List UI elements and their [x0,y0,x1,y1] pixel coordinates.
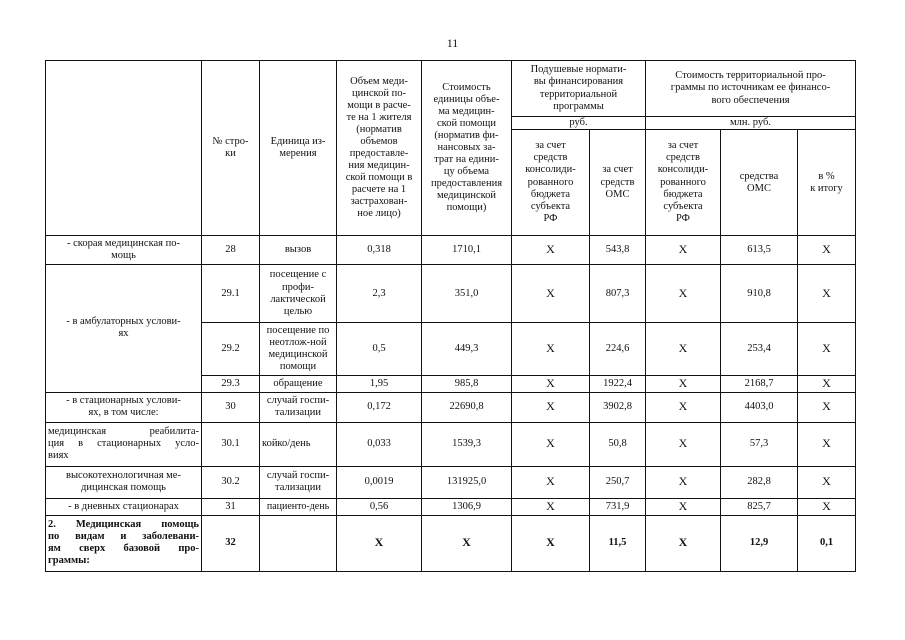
row-cost: X [422,515,512,571]
header-sub-budget-2: за счет средств консолиди- рованного бюджета субъекта РФ [646,130,721,236]
row-program-pct: X [798,392,856,422]
header-program-cost: Стоимость территориальной про- граммы по источникам ее финансо- вого обеспечения [646,61,856,117]
row-unit: вызов [260,236,337,265]
row-program-budget: X [646,466,721,498]
header-unit-rub: руб. [512,117,646,130]
row-number: 28 [202,236,260,265]
row-program-oms: 12,9 [721,515,798,571]
row-program-pct: 0,1 [798,515,856,571]
row-program-oms: 825,7 [721,498,798,515]
row-cost: 131925,0 [422,466,512,498]
row-name: - в дневных стационарах [46,498,202,515]
header-percapita: Подушевые нормати- вы финансирования территориальной программы [512,61,646,117]
header-sub-oms: за счет средств ОМС [590,130,646,236]
row-program-budget: X [646,323,721,376]
row-program-pct: X [798,498,856,515]
header-unit-mln-rub: млн. руб. [646,117,856,130]
row-percapita-budget: X [512,323,590,376]
row-percapita-budget: X [512,265,590,323]
header-sub-budget: за счет средств консолиди- рованного бюджета субъекта РФ [512,130,590,236]
row-program-budget: X [646,376,721,393]
row-number: 29.1 [202,265,260,323]
row-percapita-oms: 250,7 [590,466,646,498]
row-number: 29.2 [202,323,260,376]
row-number: 30.2 [202,466,260,498]
row-percapita-oms: 731,9 [590,498,646,515]
row-name: медицинская реабилита- ция в стационарных усло- виях [46,422,202,466]
row-cost: 351,0 [422,265,512,323]
row-number: 29.3 [202,376,260,393]
row-program-pct: X [798,376,856,393]
row-program-pct: X [798,422,856,466]
row-unit: случай госпи- тализации [260,466,337,498]
row-cost: 985,8 [422,376,512,393]
row-percapita-oms: 50,8 [590,422,646,466]
row-percapita-budget: X [512,392,590,422]
row-volume: 0,172 [337,392,422,422]
row-name: - в амбулаторных услови- ях [46,265,202,393]
table-row [46,515,856,571]
row-program-pct: X [798,265,856,323]
row-name: высокотехнологичная ме- дицинская помощь [46,466,202,498]
row-program-pct: X [798,466,856,498]
row-volume: 0,033 [337,422,422,466]
row-unit: обращение [260,376,337,393]
row-percapita-oms: 543,8 [590,236,646,265]
row-number: 31 [202,498,260,515]
row-program-budget: X [646,422,721,466]
row-program-budget: X [646,392,721,422]
row-volume: X [337,515,422,571]
row-cost: 1539,3 [422,422,512,466]
row-name: - в стационарных услови- ях, в том числе: [46,392,202,422]
header-cost: Стоимость единицы объе- ма медицин- ской помощи (норматив фи- нансовых за- трат на едини- цу объема предоставления медицинской помощи) [422,61,512,236]
row-program-oms: 57,3 [721,422,798,466]
row-program-oms: 282,8 [721,466,798,498]
row-unit: пациенто-день [260,498,337,515]
row-volume: 0,5 [337,323,422,376]
row-program-oms: 910,8 [721,265,798,323]
table-row [46,466,856,498]
row-program-oms: 613,5 [721,236,798,265]
row-percapita-oms: 3902,8 [590,392,646,422]
header-name [46,61,202,236]
row-percapita-budget: X [512,236,590,265]
row-name: - скорая медицинская по- мощь [46,236,202,265]
header-sub-oms-2: средства ОМС [721,130,798,236]
row-volume: 1,95 [337,376,422,393]
row-percapita-budget: X [512,498,590,515]
table-row [46,392,856,422]
row-program-oms: 4403,0 [721,392,798,422]
row-program-budget: X [646,498,721,515]
row-program-budget: X [646,236,721,265]
row-percapita-budget: X [512,466,590,498]
header-volume: Объем меди- цинской по- мощи в расче- те на 1 жителя (норматив объемов предоставле- ния медицин- ской помощи в расчете на 1 застрахован- ное лицо) [337,61,422,236]
row-percapita-oms: 1922,4 [590,376,646,393]
row-percapita-budget: X [512,376,590,393]
row-volume: 0,318 [337,236,422,265]
row-percapita-budget: X [512,422,590,466]
row-program-oms: 2168,7 [721,376,798,393]
row-unit: посещение с профи- лактической целью [260,265,337,323]
table-row [46,422,856,466]
row-unit: случай госпи- тализации [260,392,337,422]
row-program-pct: X [798,236,856,265]
row-volume: 0,56 [337,498,422,515]
row-cost: 449,3 [422,323,512,376]
data-table [45,60,856,572]
row-percapita-budget: X [512,515,590,571]
header-sub-pct: в % к итогу [798,130,856,236]
row-percapita-oms: 807,3 [590,265,646,323]
row-volume: 2,3 [337,265,422,323]
row-cost: 22690,8 [422,392,512,422]
row-name: 2. Медицинская помощь по видам и заболевани- ям сверх базовой про- граммы: [46,515,202,571]
row-number: 30.1 [202,422,260,466]
row-unit [260,515,337,571]
page-number: 11 [446,36,459,50]
table-row [46,265,856,323]
header-unit: Единица из- мерения [260,61,337,236]
row-number: 32 [202,515,260,571]
row-cost: 1306,9 [422,498,512,515]
row-unit: койко/день [260,422,337,466]
row-percapita-oms: 11,5 [590,515,646,571]
row-unit: посещение по неотлож-ной медицинской помощи [260,323,337,376]
row-program-oms: 253,4 [721,323,798,376]
row-number: 30 [202,392,260,422]
row-percapita-oms: 224,6 [590,323,646,376]
header-row-no: № стро- ки [202,61,260,236]
row-volume: 0,0019 [337,466,422,498]
table-row [46,236,856,265]
row-program-pct: X [798,323,856,376]
row-cost: 1710,1 [422,236,512,265]
table-row [46,498,856,515]
row-program-budget: X [646,265,721,323]
row-program-budget: X [646,515,721,571]
